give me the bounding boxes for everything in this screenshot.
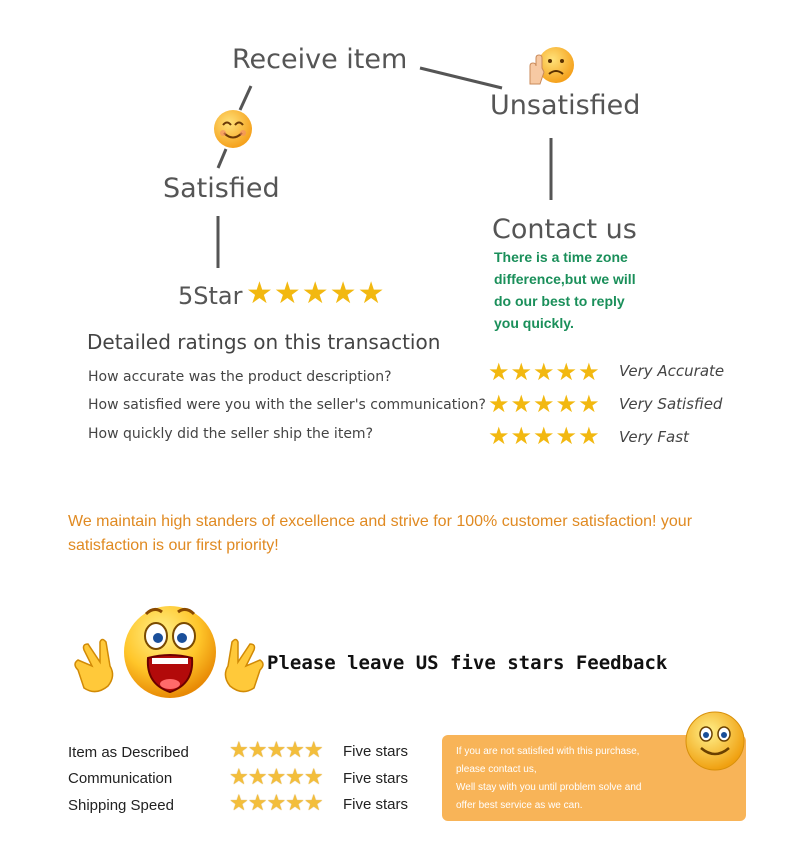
receive-item-label: Receive item bbox=[232, 44, 408, 75]
notice-line: offer best service as we can. bbox=[456, 800, 583, 811]
summary-value-communication: Five stars bbox=[343, 770, 409, 787]
rating-stars-accuracy: ★★★★★ bbox=[488, 359, 601, 386]
summary-stars-shipping: ★★★★★ bbox=[229, 790, 323, 815]
five-star-label: 5Star bbox=[178, 282, 243, 310]
rating-verdict-accuracy: Very Accurate bbox=[619, 362, 725, 380]
rating-verdict-shipping: Very Fast bbox=[619, 428, 689, 446]
summary-value-shipping: Five stars bbox=[343, 796, 409, 813]
contact-note-line: do our best to reply bbox=[494, 293, 625, 309]
mission-line-1: We maintain high standers of excellence and strive for 100% customer satisfaction! your bbox=[68, 513, 693, 530]
summary-stars-communication: ★★★★★ bbox=[229, 764, 323, 789]
rating-question-shipping: How quickly did the seller ship the item? bbox=[88, 426, 373, 442]
notice-line: please contact us, bbox=[456, 764, 537, 775]
ratings-title: Detailed ratings on this transaction bbox=[87, 330, 441, 354]
contact-us-label: Contact us bbox=[492, 214, 637, 245]
peeking-smile-icon bbox=[684, 710, 746, 772]
mission-statement bbox=[68, 510, 768, 558]
contact-note bbox=[494, 246, 636, 334]
notice-line: Well stay with you until problem solve and bbox=[456, 782, 642, 793]
summary-label-communication: Communication bbox=[68, 770, 173, 787]
connector-satisfied-emoji bbox=[218, 149, 226, 168]
smile-emoji-icon bbox=[212, 108, 254, 150]
summary-value-item: Five stars bbox=[343, 743, 409, 760]
waving-hand-icon bbox=[225, 640, 263, 692]
contact-note-line: you quickly. bbox=[494, 315, 574, 331]
rating-stars-communication: ★★★★★ bbox=[488, 391, 601, 418]
unsatisfied-label: Unsatisfied bbox=[490, 90, 641, 121]
feedback-cta: Please leave US five stars Feedback bbox=[267, 652, 668, 674]
notice-line: If you are not satisfied with this purchase, bbox=[456, 746, 640, 757]
rating-verdict-communication: Very Satisfied bbox=[619, 395, 723, 413]
contact-note-line: difference,but we will bbox=[494, 271, 636, 287]
summary-stars-item: ★★★★★ bbox=[229, 737, 323, 762]
rating-question-accuracy: How accurate was the product description? bbox=[88, 369, 392, 385]
contact-note-line: There is a time zone bbox=[494, 249, 628, 265]
summary-label-shipping: Shipping Speed bbox=[68, 797, 174, 814]
satisfied-label: Satisfied bbox=[163, 173, 280, 204]
five-star-rating: ★★★★★ bbox=[246, 277, 386, 310]
rating-stars-shipping: ★★★★★ bbox=[488, 423, 601, 450]
mission-line-2: satisfaction is our first priority! bbox=[68, 537, 279, 554]
shocked-emoji-icon bbox=[70, 600, 270, 710]
connector-receive-satisfied-top bbox=[240, 86, 251, 110]
rating-question-communication: How satisfied were you with the seller's communication? bbox=[88, 397, 486, 413]
sad-hand-emoji-icon bbox=[524, 44, 576, 88]
connector-receive-unsatisfied bbox=[420, 68, 502, 88]
flow-connectors bbox=[0, 0, 800, 330]
summary-label-item: Item as Described bbox=[68, 744, 189, 761]
waving-hand-icon bbox=[75, 640, 113, 692]
